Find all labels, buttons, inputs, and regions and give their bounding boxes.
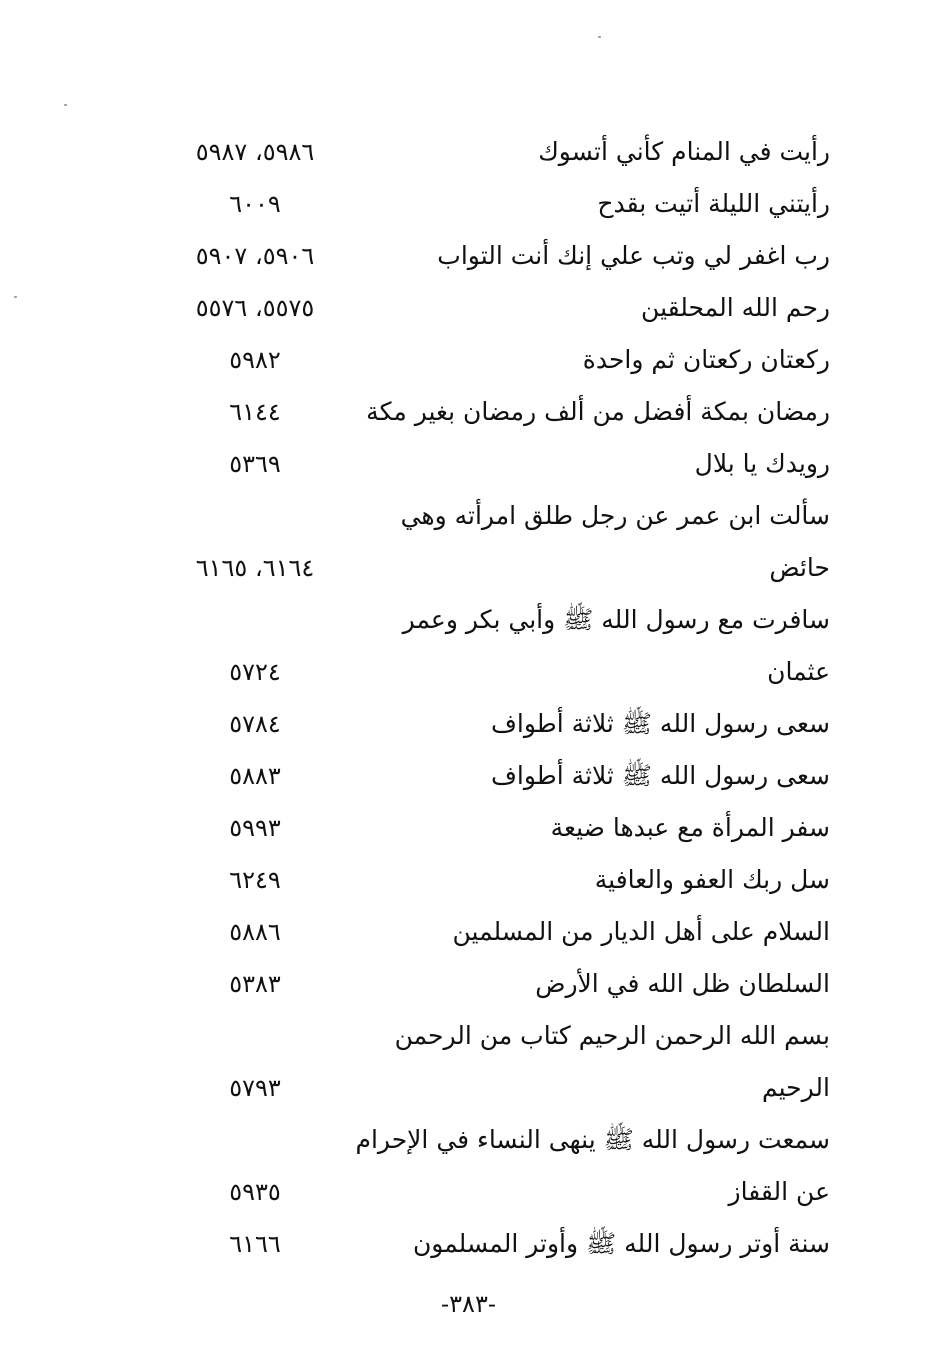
entry-refs: ٥٣٨٣ bbox=[229, 970, 281, 998]
index-entry bbox=[150, 1062, 840, 1114]
entry-text: سل ربك العفو والعافية bbox=[594, 865, 830, 894]
entry-refs: ٥٩٨٦، ٥٩٨٧ bbox=[195, 138, 315, 166]
index-entry bbox=[150, 334, 840, 386]
index-entry bbox=[150, 490, 840, 542]
index-entry bbox=[150, 594, 840, 646]
entry-text: الرحيم bbox=[762, 1073, 830, 1102]
entry-text: سعى رسول الله ﷺ ثلاثة أطواف bbox=[491, 709, 830, 738]
index-entry bbox=[150, 646, 840, 698]
entry-text: ركعتان ركعتان ثم واحدة bbox=[582, 345, 830, 374]
entry-text: رويدك يا بلال bbox=[694, 449, 830, 478]
entry-refs: ٥٩٩٣ bbox=[229, 814, 281, 842]
scan-speck bbox=[598, 36, 601, 38]
entry-refs: ٦١٦٦ bbox=[229, 1230, 281, 1258]
index-entry bbox=[150, 178, 840, 230]
entry-text: رحم الله المحلقين bbox=[641, 293, 830, 322]
entry-text: رب اغفر لي وتب علي إنك أنت التواب bbox=[437, 241, 830, 270]
entry-refs: ٥٧٢٤ bbox=[229, 658, 281, 686]
index-entry bbox=[150, 438, 840, 490]
entry-text: سألت ابن عمر عن رجل طلق امرأته وهي bbox=[400, 501, 830, 530]
index-entry bbox=[150, 1114, 840, 1166]
entry-text: السلام على أهل الديار من المسلمين bbox=[452, 917, 830, 946]
entry-refs: ٥٨٨٦ bbox=[229, 918, 281, 946]
index-entry bbox=[150, 542, 840, 594]
index-entry bbox=[150, 282, 840, 334]
entry-refs: ٥٩٠٦، ٥٩٠٧ bbox=[195, 242, 315, 270]
entry-refs: ٦١٦٤، ٦١٦٥ bbox=[195, 554, 315, 582]
index-entry bbox=[150, 906, 840, 958]
scan-speck bbox=[14, 296, 17, 298]
index-entry bbox=[150, 386, 840, 438]
entry-refs: ٦٠٠٩ bbox=[229, 190, 281, 218]
hadith-index-list bbox=[150, 126, 840, 1270]
entry-text: رمضان بمكة أفضل من ألف رمضان بغير مكة bbox=[366, 397, 830, 426]
entry-text: سعى رسول الله ﷺ ثلاثة أطواف bbox=[491, 761, 830, 790]
entry-refs: ٥٧٩٣ bbox=[229, 1074, 281, 1102]
entry-text: عثمان bbox=[767, 657, 830, 686]
entry-refs: ٥٥٧٥، ٥٥٧٦ bbox=[195, 294, 315, 322]
entry-refs: ٥٩٣٥ bbox=[229, 1178, 281, 1206]
index-entry bbox=[150, 1166, 840, 1218]
entry-text: سافرت مع رسول الله ﷺ وأبي بكر وعمر bbox=[402, 605, 830, 634]
index-entry bbox=[150, 230, 840, 282]
entry-text: سمعت رسول الله ﷺ ينهى النساء في الإحرام bbox=[355, 1125, 830, 1154]
entry-text: رأيت في المنام كأني أتسوك bbox=[538, 137, 830, 166]
entry-refs: ٥٩٨٢ bbox=[229, 346, 281, 374]
index-entry bbox=[150, 698, 840, 750]
index-entry bbox=[150, 1218, 840, 1270]
entry-text: بسم الله الرحمن الرحيم كتاب من الرحمن bbox=[394, 1021, 830, 1050]
entry-refs: ٦٢٤٩ bbox=[229, 866, 281, 894]
entry-text: عن القفاز bbox=[728, 1177, 830, 1206]
index-entry bbox=[150, 126, 840, 178]
index-entry bbox=[150, 1010, 840, 1062]
entry-text: السلطان ظل الله في الأرض bbox=[535, 969, 830, 998]
index-entry bbox=[150, 958, 840, 1010]
entry-refs: ٥٨٨٣ bbox=[229, 762, 281, 790]
entry-refs: ٥٧٨٤ bbox=[229, 710, 281, 738]
index-entry bbox=[150, 854, 840, 906]
page-number: -٣٨٣- bbox=[441, 1290, 496, 1318]
scan-speck bbox=[64, 104, 67, 106]
entry-text: حائض bbox=[769, 553, 830, 582]
index-entry bbox=[150, 802, 840, 854]
entry-text: رأيتني الليلة أتيت بقدح bbox=[597, 189, 830, 218]
entry-text: سنة أوتر رسول الله ﷺ وأوتر المسلمون bbox=[412, 1229, 830, 1258]
index-entry bbox=[150, 750, 840, 802]
entry-refs: ٥٣٦٩ bbox=[229, 450, 281, 478]
entry-text: سفر المرأة مع عبدها ضيعة bbox=[550, 813, 830, 842]
entry-refs: ٦١٤٤ bbox=[229, 398, 281, 426]
